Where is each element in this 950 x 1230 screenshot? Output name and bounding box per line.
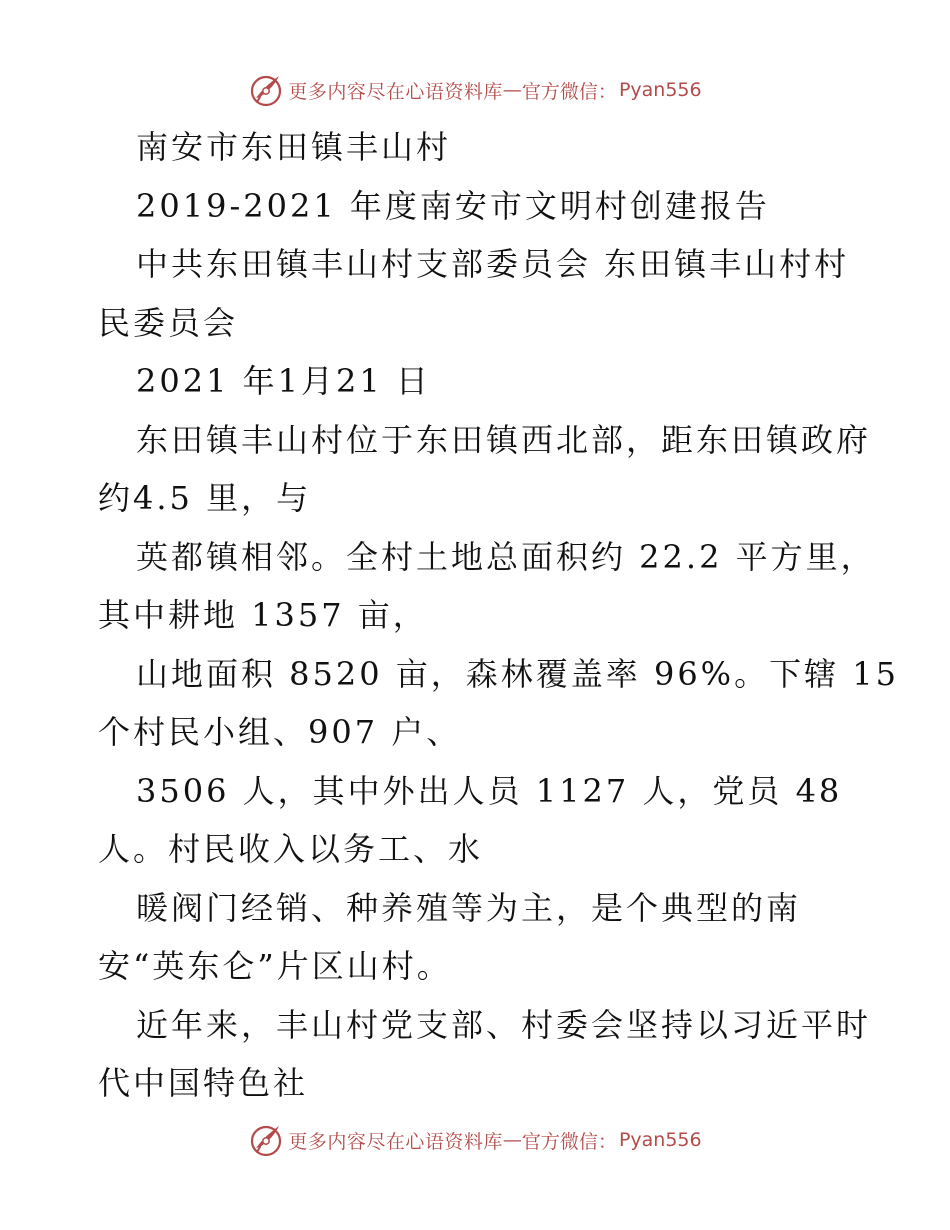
watermark-wechat-label: 官方微信： [521, 80, 617, 103]
watermark-wechat-id: Pyan556 [618, 79, 702, 101]
doc-report-title: 2019-2021 年度南安市文明村创建报告 [136, 186, 770, 225]
watermark-separator: — [502, 1129, 522, 1151]
header-watermark [0, 70, 950, 110]
quill-pen-logo-icon [248, 1122, 284, 1158]
quill-pen-logo-icon [248, 72, 284, 108]
watermark-site-text: 更多内容尽在心语资料库 [288, 1130, 503, 1153]
document-body [98, 118, 899, 1113]
doc-paragraph-line: 英都镇相邻。全村土地总面积约 22.2 平方里， [136, 537, 876, 576]
doc-paragraph-line: 其中耕地 1357 亩， [98, 596, 428, 634]
doc-date: 2021 年1月21 日 [136, 362, 431, 400]
doc-paragraph-line: 暖阀门经销、种养殖等为主，是个典型的南 [136, 888, 802, 927]
doc-paragraph-line: 3506 人，其中外出人员 1127 人，党员 48 [136, 771, 843, 810]
doc-paragraph-line: 安“英东仑”片区山村。 [98, 947, 452, 985]
doc-paragraph-line: 山地面积 8520 亩，森林覆盖率 96%。下辖 15 [136, 654, 899, 693]
doc-issuer-line: 中共东田镇丰山村支部委员会 东田镇丰山村村 [136, 245, 850, 283]
watermark-wechat-label: 官方微信： [521, 1130, 617, 1153]
doc-paragraph-line: 近年来，丰山村党支部、村委会坚持以习近平时 [136, 1005, 872, 1044]
footer-watermark [0, 1120, 950, 1160]
doc-paragraph-line: 代中国特色社 [98, 1064, 309, 1102]
doc-issuer-line-cont: 民委员会 [98, 303, 239, 342]
watermark-separator: — [502, 79, 522, 101]
watermark-wechat-id: Pyan556 [618, 1129, 702, 1151]
doc-paragraph-line: 个村民小组、907 户、 [98, 713, 462, 751]
doc-paragraph-line: 约4.5 里，与 [98, 479, 312, 517]
doc-paragraph-line: 东田镇丰山村位于东田镇西北部，距东田镇政府 [136, 420, 872, 459]
doc-paragraph-line: 人。村民收入以务工、水 [98, 830, 484, 868]
watermark-site-text: 更多内容尽在心语资料库 [288, 80, 503, 103]
doc-village-name: 南安市东田镇丰山村 [136, 128, 452, 166]
